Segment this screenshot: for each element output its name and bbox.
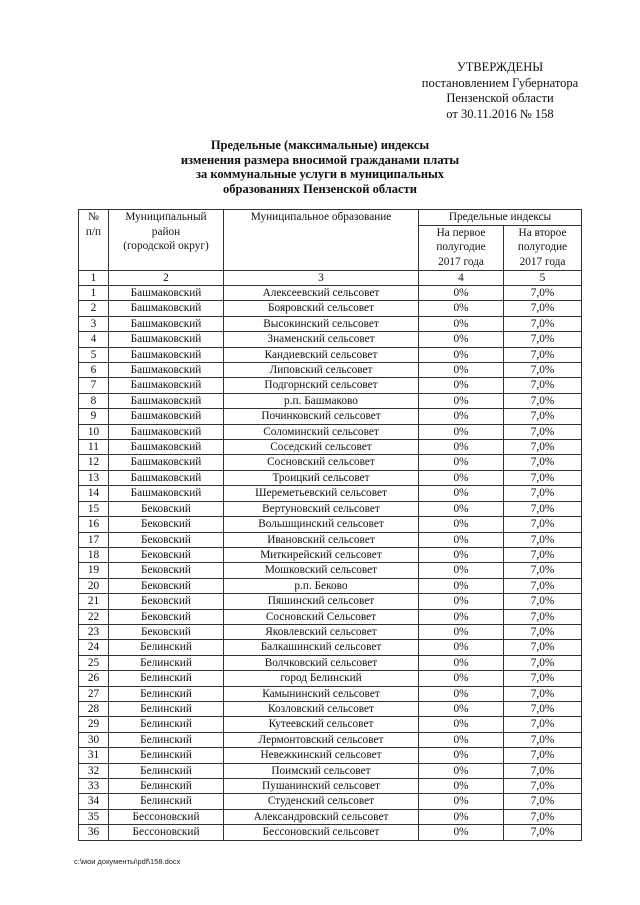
first-half-index: 0% [419,301,504,316]
second-half-index: 7,0% [504,378,582,393]
municipality-cell: Миткирейский сельсовет [224,547,419,562]
second-half-index: 7,0% [504,501,582,516]
approval-line-4: от 30.11.2016 № 158 [446,106,554,121]
second-half-index: 7,0% [504,363,582,378]
row-number: 15 [79,501,109,516]
title-line-1: Предельные (максимальные) индексы [210,138,430,152]
first-half-index: 0% [419,763,504,778]
first-half-index: 0% [419,748,504,763]
municipality-cell: Высокинский сельсовет [224,316,419,331]
municipality-cell: Троицкий сельсовет [224,470,419,485]
column-number-cell: 1 [79,270,109,286]
district-cell: Бековский [109,594,224,609]
approval-line-1: УТВЕРЖДЕНЫ [456,60,544,74]
row-number: 17 [79,532,109,547]
district-cell: Белинский [109,655,224,670]
municipality-cell: Соседский сельсовет [224,440,419,455]
second-half-index: 7,0% [504,763,582,778]
municipality-cell: Александровский сельсовет [224,809,419,824]
table-row [79,640,582,655]
municipality-cell: Липовский сельсовет [224,363,419,378]
row-number: 20 [79,578,109,593]
row-number: 8 [79,393,109,408]
second-half-index: 7,0% [504,563,582,578]
row-number: 7 [79,378,109,393]
municipality-cell: Вольшщинский сельсовет [224,517,419,532]
district-cell: Башмаковский [109,393,224,408]
district-cell: Башмаковский [109,378,224,393]
first-half-index: 0% [419,501,504,516]
municipality-cell: Невежкинский сельсовет [224,748,419,763]
district-cell: Башмаковский [109,470,224,485]
district-cell: Башмаковский [109,440,224,455]
row-number: 4 [79,332,109,347]
row-number: 32 [79,763,109,778]
header-number [79,210,109,271]
district-cell: Бековский [109,578,224,593]
row-number: 22 [79,609,109,624]
first-half-index: 0% [419,378,504,393]
second-half-index: 7,0% [504,655,582,670]
district-cell: Белинский [109,763,224,778]
district-cell: Башмаковский [109,363,224,378]
municipality-cell: Студенский сельсовет [224,794,419,809]
first-half-index: 0% [419,732,504,747]
title-line-3: за коммунальные услуги в муниципальных [195,167,445,181]
first-half-index: 0% [419,701,504,716]
table-row [79,686,582,701]
table-row [79,809,582,824]
municipality-cell: город Белинский [224,671,419,686]
row-number: 31 [79,748,109,763]
district-cell: Башмаковский [109,409,224,424]
municipality-cell: Соломинский сельсовет [224,424,419,439]
row-number: 24 [79,640,109,655]
table-row [79,825,582,840]
table-row [79,332,582,347]
row-number: 5 [79,347,109,362]
row-number: 2 [79,301,109,316]
municipality-cell: Кандиевский сельсовет [224,347,419,362]
header-second-half-line-3: 2017 года [519,255,566,268]
second-half-index: 7,0% [504,532,582,547]
table-row [79,624,582,639]
municipality-cell: Починковский сельсовет [224,409,419,424]
table-row [79,286,582,301]
district-cell: Белинский [109,686,224,701]
district-cell: Белинский [109,671,224,686]
row-number: 35 [79,809,109,824]
first-half-index: 0% [419,794,504,809]
first-half-index: 0% [419,470,504,485]
table-row [79,794,582,809]
header-municipality [224,210,419,271]
row-number: 16 [79,517,109,532]
second-half-index: 7,0% [504,779,582,794]
header-limits [419,210,582,226]
first-half-index: 0% [419,393,504,408]
approval-stamp [400,60,600,122]
first-half-index: 0% [419,717,504,732]
row-number: 12 [79,455,109,470]
municipality-cell: Камынинский сельсовет [224,686,419,701]
table-row [79,501,582,516]
first-half-index: 0% [419,286,504,301]
table-row [79,440,582,455]
first-half-index: 0% [419,347,504,362]
second-half-index: 7,0% [504,455,582,470]
second-half-index: 7,0% [504,578,582,593]
table-row [79,486,582,501]
second-half-index: 7,0% [504,547,582,562]
second-half-index: 7,0% [504,748,582,763]
header-district-line-1: Муниципальный [125,211,207,223]
table-row [79,378,582,393]
header-second-half [504,225,582,270]
column-number-cell: 3 [224,270,419,286]
municipality-cell: Ивановский сельсовет [224,532,419,547]
row-number: 34 [79,794,109,809]
first-half-index: 0% [419,532,504,547]
first-half-index: 0% [419,517,504,532]
second-half-index: 7,0% [504,671,582,686]
approval-line-2: постановлением Губернатора [421,75,579,90]
first-half-index: 0% [419,440,504,455]
row-number: 27 [79,686,109,701]
second-half-index: 7,0% [504,470,582,485]
municipality-cell: Волчковский сельсовет [224,655,419,670]
municipality-cell: Шереметьевский сельсовет [224,486,419,501]
table-row [79,609,582,624]
table-row [79,455,582,470]
document-title [150,138,490,196]
district-cell: Башмаковский [109,301,224,316]
header-municipality-label: Муниципальное образование [250,211,392,223]
municipality-cell: Бояровский сельсовет [224,301,419,316]
header-district [109,210,224,271]
district-cell: Бессоновский [109,825,224,840]
second-half-index: 7,0% [504,686,582,701]
district-cell: Бековский [109,517,224,532]
table-row [79,301,582,316]
table-row [79,409,582,424]
district-cell: Башмаковский [109,286,224,301]
column-number-cell: 5 [504,270,582,286]
row-number: 23 [79,624,109,639]
row-number: 1 [79,286,109,301]
row-number: 13 [79,470,109,485]
table-row [79,517,582,532]
district-cell: Бековский [109,563,224,578]
first-half-index: 0% [419,640,504,655]
first-half-index: 0% [419,578,504,593]
municipality-cell: Пяшинский сельсовет [224,594,419,609]
first-half-index: 0% [419,594,504,609]
column-number-cell: 2 [109,270,224,286]
second-half-index: 7,0% [504,517,582,532]
district-cell: Бессоновский [109,809,224,824]
district-cell: Башмаковский [109,316,224,331]
district-cell: Бековский [109,624,224,639]
first-half-index: 0% [419,424,504,439]
municipality-cell: Мошковский сельсовет [224,563,419,578]
second-half-index: 7,0% [504,701,582,716]
header-second-half-line-2: полугодие [517,241,568,253]
first-half-index: 0% [419,609,504,624]
district-cell: Башмаковский [109,347,224,362]
district-cell: Белинский [109,794,224,809]
second-half-index: 7,0% [504,717,582,732]
district-cell: Белинский [109,779,224,794]
table-row [79,701,582,716]
second-half-index: 7,0% [504,424,582,439]
first-half-index: 0% [419,671,504,686]
municipality-cell: Балкашинский сельсовет [224,640,419,655]
row-number: 6 [79,363,109,378]
district-cell: Бековский [109,547,224,562]
title-line-2: изменения размера вносимой гражданами платы [180,152,460,167]
header-number-line-2: п/п [85,225,102,238]
district-cell: Башмаковский [109,332,224,347]
table-row [79,563,582,578]
header-first-half [419,225,504,270]
municipality-cell: Поимский сельсовет [224,763,419,778]
row-number: 9 [79,409,109,424]
second-half-index: 7,0% [504,286,582,301]
district-cell: Белинский [109,732,224,747]
second-half-index: 7,0% [504,347,582,362]
approval-line-3: Пензенской области [446,91,554,105]
title-line-4: образованиях Пензенской области [223,181,417,196]
municipality-cell: Вертуновский сельсовет [224,501,419,516]
municipality-cell: Яковлевский сельсовет [224,624,419,639]
first-half-index: 0% [419,779,504,794]
first-half-index: 0% [419,547,504,562]
second-half-index: 7,0% [504,409,582,424]
first-half-index: 0% [419,455,504,470]
row-number: 3 [79,316,109,331]
municipality-cell: р.п. Башмаково [224,393,419,408]
row-number: 11 [79,440,109,455]
second-half-index: 7,0% [504,594,582,609]
first-half-index: 0% [419,624,504,639]
municipality-cell: Алексеевский сельсовет [224,286,419,301]
district-cell: Башмаковский [109,486,224,501]
indices-table [78,209,582,841]
municipality-cell: Кутеевский сельсовет [224,717,419,732]
municipality-cell: Пушанинский сельсовет [224,779,419,794]
second-half-index: 7,0% [504,640,582,655]
table-row [79,671,582,686]
table-row [79,578,582,593]
header-first-half-line-2: полугодие [436,241,486,253]
header-number-line-1: № [88,211,99,223]
first-half-index: 0% [419,486,504,501]
row-number: 28 [79,701,109,716]
first-half-index: 0% [419,409,504,424]
table-body [79,286,582,841]
row-number: 33 [79,779,109,794]
table-row [79,316,582,331]
row-number: 36 [79,825,109,840]
row-number: 26 [79,671,109,686]
district-cell: Башмаковский [109,424,224,439]
district-cell: Белинский [109,701,224,716]
municipality-cell: Знаменский сельсовет [224,332,419,347]
header-limits-label: Предельные индексы [448,211,552,223]
second-half-index: 7,0% [504,440,582,455]
first-half-index: 0% [419,825,504,840]
first-half-index: 0% [419,316,504,331]
column-number-row [79,270,582,286]
table-row [79,470,582,485]
district-cell: Бековский [109,501,224,516]
municipality-cell: Сосновский Сельсовет [224,609,419,624]
first-half-index: 0% [419,332,504,347]
row-number: 10 [79,424,109,439]
table-row [79,732,582,747]
second-half-index: 7,0% [504,794,582,809]
table-row [79,393,582,408]
second-half-index: 7,0% [504,624,582,639]
municipality-cell: Подгорнский сельсовет [224,378,419,393]
table-row [79,424,582,439]
row-number: 18 [79,547,109,562]
table-header [79,210,582,286]
second-half-index: 7,0% [504,332,582,347]
district-cell: Бековский [109,609,224,624]
table-row [79,347,582,362]
municipality-cell: Лермонтовский сельсовет [224,732,419,747]
table-row [79,594,582,609]
second-half-index: 7,0% [504,486,582,501]
second-half-index: 7,0% [504,393,582,408]
district-cell: Белинский [109,748,224,763]
first-half-index: 0% [419,655,504,670]
row-number: 29 [79,717,109,732]
footer-file-path: c:\мои документы\pdf\158.docx [74,857,181,866]
first-half-index: 0% [419,363,504,378]
header-district-line-3: (городской округ) [123,240,209,252]
second-half-index: 7,0% [504,609,582,624]
row-number: 21 [79,594,109,609]
table-row [79,779,582,794]
header-first-half-line-1: На первое [436,226,486,239]
first-half-index: 0% [419,686,504,701]
municipality-cell: р.п. Беково [224,578,419,593]
second-half-index: 7,0% [504,732,582,747]
municipality-cell: Бессоновский сельсовет [224,825,419,840]
second-half-index: 7,0% [504,316,582,331]
table-row [79,655,582,670]
header-first-half-line-3: 2017 года [438,255,484,268]
row-number: 14 [79,486,109,501]
row-number: 30 [79,732,109,747]
district-cell: Белинский [109,717,224,732]
district-cell: Башмаковский [109,455,224,470]
first-half-index: 0% [419,809,504,824]
column-number-cell: 4 [419,270,504,286]
table-row [79,763,582,778]
row-number: 25 [79,655,109,670]
header-district-line-2: район [151,225,181,238]
first-half-index: 0% [419,563,504,578]
second-half-index: 7,0% [504,825,582,840]
second-half-index: 7,0% [504,809,582,824]
header-second-half-line-1: На второе [518,226,567,239]
district-cell: Белинский [109,640,224,655]
table-row [79,363,582,378]
table-row [79,547,582,562]
table-row [79,748,582,763]
second-half-index: 7,0% [504,301,582,316]
table-row [79,532,582,547]
municipality-cell: Сосновский сельсовет [224,455,419,470]
row-number: 19 [79,563,109,578]
district-cell: Бековский [109,532,224,547]
table-row [79,717,582,732]
municipality-cell: Козловский сельсовет [224,701,419,716]
